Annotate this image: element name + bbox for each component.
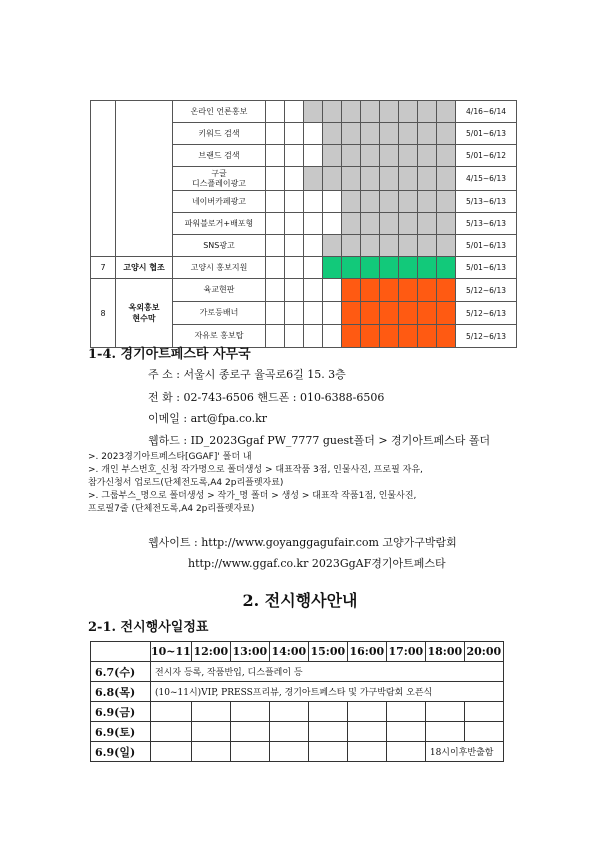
item-cell: 고양시 홍보지원 [173, 257, 266, 279]
empty-cell [191, 722, 230, 742]
website-line-2: http://www.ggaf.co.kr 2023GgAF경기아트페스타 [188, 557, 446, 570]
empty-cell [230, 742, 269, 762]
week-cell [266, 325, 285, 348]
office-webhard: 웹하드 : ID_2023Ggaf PW_7777 guest폴더 > 경기아트페스타 폴더 [148, 434, 491, 447]
item-cell: 구글 디스플레이광고 [173, 167, 266, 191]
week-cell [399, 101, 418, 123]
office-email: 이메일 : art@fpa.co.kr [148, 412, 267, 425]
week-cell [323, 279, 342, 302]
week-cell [380, 191, 399, 213]
hour-header: 15:00 [308, 642, 347, 662]
week-cell [285, 325, 304, 348]
week-cell [380, 279, 399, 302]
week-cell [380, 101, 399, 123]
week-cell [266, 191, 285, 213]
week-cell [361, 101, 380, 123]
week-cell [285, 302, 304, 325]
week-cell [304, 235, 323, 257]
office-heading: 1-4. 경기아트페스타 사무국 [88, 347, 251, 362]
empty-cell [347, 722, 386, 742]
group-cell [116, 101, 173, 257]
week-cell [304, 302, 323, 325]
week-cell [399, 235, 418, 257]
hour-header: 18:00 [425, 642, 464, 662]
week-cell [342, 123, 361, 145]
week-cell [323, 191, 342, 213]
week-cell [266, 279, 285, 302]
week-cell [304, 101, 323, 123]
week-cell [437, 145, 456, 167]
week-cell [285, 101, 304, 123]
week-cell [323, 302, 342, 325]
week-cell [323, 145, 342, 167]
event-text: 전시자 등록, 작품반입, 디스플레이 등 [151, 662, 504, 682]
empty-cell [230, 722, 269, 742]
week-cell [399, 213, 418, 235]
week-cell [399, 279, 418, 302]
week-cell [361, 279, 380, 302]
item-cell: 육교현판 [173, 279, 266, 302]
timetable-row [91, 722, 504, 742]
office-note-3: 참가신청서 업로드(단체전도록,A4 2p리플렛자료) [88, 478, 284, 488]
week-cell [380, 213, 399, 235]
week-cell [285, 257, 304, 279]
week-cell [361, 325, 380, 348]
week-cell [380, 325, 399, 348]
week-cell [342, 257, 361, 279]
week-cell [266, 167, 285, 191]
week-cell [285, 167, 304, 191]
hour-header: 12:00 [191, 642, 230, 662]
period-cell: 5/13~6/13 [456, 213, 517, 235]
item-cell: 온라인 언론홍보 [173, 101, 266, 123]
week-cell [304, 257, 323, 279]
timetable-row [91, 702, 504, 722]
week-cell [342, 235, 361, 257]
week-cell [323, 213, 342, 235]
empty-cell [425, 702, 464, 722]
week-cell [304, 325, 323, 348]
week-cell [418, 167, 437, 191]
day-cell: 6.7(수) [91, 662, 151, 682]
day-cell: 6.9(토) [91, 722, 151, 742]
empty-cell [464, 722, 503, 742]
week-cell [437, 325, 456, 348]
week-cell [323, 235, 342, 257]
empty-cell [269, 742, 308, 762]
empty-cell [308, 722, 347, 742]
week-cell [304, 123, 323, 145]
week-cell [361, 213, 380, 235]
week-cell [418, 213, 437, 235]
period-cell: 4/16~6/14 [456, 101, 517, 123]
week-cell [304, 145, 323, 167]
week-cell [266, 145, 285, 167]
item-cell: SNS광고 [173, 235, 266, 257]
schedule-row [91, 101, 517, 123]
week-cell [399, 167, 418, 191]
week-cell [437, 279, 456, 302]
empty-cell [308, 702, 347, 722]
empty-cell [269, 702, 308, 722]
week-cell [399, 123, 418, 145]
group-cell: 고양시 협조 [116, 257, 173, 279]
week-cell [266, 213, 285, 235]
week-cell [380, 235, 399, 257]
week-cell [323, 101, 342, 123]
empty-cell [464, 702, 503, 722]
promotion-schedule-table [90, 100, 517, 348]
week-cell [399, 145, 418, 167]
week-cell [323, 325, 342, 348]
period-cell: 5/12~6/13 [456, 279, 517, 302]
office-note-1: >. 2023경기아트페스타[GGAF]' 폴더 내 [88, 452, 252, 462]
num-cell [91, 101, 116, 257]
week-cell [266, 257, 285, 279]
week-cell [399, 191, 418, 213]
week-cell [342, 191, 361, 213]
week-cell [285, 213, 304, 235]
empty-cell [308, 742, 347, 762]
item-cell: 네이버카페광고 [173, 191, 266, 213]
week-cell [285, 279, 304, 302]
week-cell [285, 191, 304, 213]
item-cell: 파워블로거+배포형 [173, 213, 266, 235]
week-cell [437, 167, 456, 191]
week-cell [266, 235, 285, 257]
week-cell [342, 145, 361, 167]
week-cell [418, 325, 437, 348]
period-cell: 5/12~6/13 [456, 302, 517, 325]
office-phone: 전 화 : 02-743-6506 핸드폰 : 010-6388-6506 [148, 391, 385, 404]
week-cell [418, 257, 437, 279]
week-cell [437, 257, 456, 279]
week-cell [418, 101, 437, 123]
empty-cell [347, 702, 386, 722]
week-cell [380, 145, 399, 167]
empty-cell [386, 722, 425, 742]
empty-cell [151, 742, 192, 762]
week-cell [342, 101, 361, 123]
hour-header: 10~11 [151, 642, 192, 662]
week-cell [361, 257, 380, 279]
week-cell [418, 279, 437, 302]
week-cell [361, 145, 380, 167]
week-cell [266, 123, 285, 145]
week-cell [361, 191, 380, 213]
week-cell [380, 123, 399, 145]
empty-cell [386, 702, 425, 722]
week-cell [437, 123, 456, 145]
day-cell: 6.8(목) [91, 682, 151, 702]
empty-cell [191, 702, 230, 722]
hour-header: 16:00 [347, 642, 386, 662]
period-cell: 5/01~6/12 [456, 145, 517, 167]
empty-cell [425, 722, 464, 742]
week-cell [380, 302, 399, 325]
timetable-row [91, 682, 504, 702]
period-cell: 5/01~6/13 [456, 123, 517, 145]
week-cell [285, 235, 304, 257]
week-cell [342, 279, 361, 302]
num-cell: 8 [91, 279, 116, 348]
week-cell [437, 302, 456, 325]
week-cell [418, 191, 437, 213]
week-cell [304, 279, 323, 302]
week-cell [437, 213, 456, 235]
week-cell [266, 302, 285, 325]
event-timetable [90, 641, 504, 762]
week-cell [361, 123, 380, 145]
period-cell: 4/15~6/13 [456, 167, 517, 191]
week-cell [399, 325, 418, 348]
hour-header: 13:00 [230, 642, 269, 662]
empty-cell [151, 722, 192, 742]
week-cell [304, 191, 323, 213]
period-cell: 5/12~6/13 [456, 325, 517, 348]
week-cell [361, 167, 380, 191]
week-cell [418, 145, 437, 167]
week-cell [285, 145, 304, 167]
office-note-5: 프로필7줄 (단체전도록,A4 2p리플렛자료) [88, 504, 255, 514]
period-cell: 5/01~6/13 [456, 235, 517, 257]
event-text: (10~11시)VIP, PRESS프리뷰, 경기아트페스타 및 가구박람회 오픈식 [151, 682, 504, 702]
hour-header: 17:00 [386, 642, 425, 662]
empty-cell [191, 742, 230, 762]
office-note-2: >. 개인 부스번호_신청 작가명으로 폴더생성 > 대표작품 3점, 인물사진, 프로필 자유, [88, 465, 423, 475]
office-address: 주 소 : 서울시 종로구 율곡로6길 15. 3층 [148, 368, 346, 381]
item-cell: 자유로 홍보탑 [173, 325, 266, 348]
empty-cell [269, 722, 308, 742]
week-cell [323, 167, 342, 191]
hour-header: 14:00 [269, 642, 308, 662]
day-cell: 6.9(금) [91, 702, 151, 722]
week-cell [418, 302, 437, 325]
week-cell [361, 235, 380, 257]
group-cell: 옥외홍보 현수막 [116, 279, 173, 348]
empty-cell [347, 742, 386, 762]
event-text: 18시이후반출함 [425, 742, 503, 762]
week-cell [342, 213, 361, 235]
corner-cell [91, 642, 151, 662]
week-cell [437, 235, 456, 257]
week-cell [418, 235, 437, 257]
hour-header: 20:00 [464, 642, 503, 662]
num-cell: 7 [91, 257, 116, 279]
event-title: 2. 전시행사안내 [242, 591, 358, 610]
week-cell [361, 302, 380, 325]
office-note-4: >. 그룹부스_명으로 폴더생성 > 작가_명 폴더 > 생성 > 대표작 작품1점, 인물사진, [88, 491, 417, 501]
week-cell [380, 257, 399, 279]
week-cell [437, 191, 456, 213]
event-subheading: 2-1. 전시행사일정표 [88, 620, 209, 635]
item-cell: 가로등배너 [173, 302, 266, 325]
period-cell: 5/01~6/13 [456, 257, 517, 279]
item-cell: 브랜드 검색 [173, 145, 266, 167]
period-cell: 5/13~6/13 [456, 191, 517, 213]
week-cell [285, 123, 304, 145]
timetable-header-row [91, 642, 504, 662]
day-cell: 6.9(일) [91, 742, 151, 762]
week-cell [323, 257, 342, 279]
week-cell [380, 167, 399, 191]
website-line-1: 웹사이트 : http://www.goyanggagufair.com 고양가구박람회 [148, 536, 457, 549]
week-cell [342, 325, 361, 348]
empty-cell [230, 702, 269, 722]
schedule-row [91, 257, 517, 279]
week-cell [399, 257, 418, 279]
timetable-row [91, 742, 504, 762]
week-cell [342, 302, 361, 325]
week-cell [437, 101, 456, 123]
week-cell [342, 167, 361, 191]
week-cell [418, 123, 437, 145]
schedule-row [91, 279, 517, 302]
week-cell [304, 167, 323, 191]
week-cell [304, 213, 323, 235]
empty-cell [386, 742, 425, 762]
week-cell [266, 101, 285, 123]
week-cell [323, 123, 342, 145]
timetable-row [91, 662, 504, 682]
week-cell [399, 302, 418, 325]
item-cell: 키워드 검색 [173, 123, 266, 145]
empty-cell [151, 702, 192, 722]
